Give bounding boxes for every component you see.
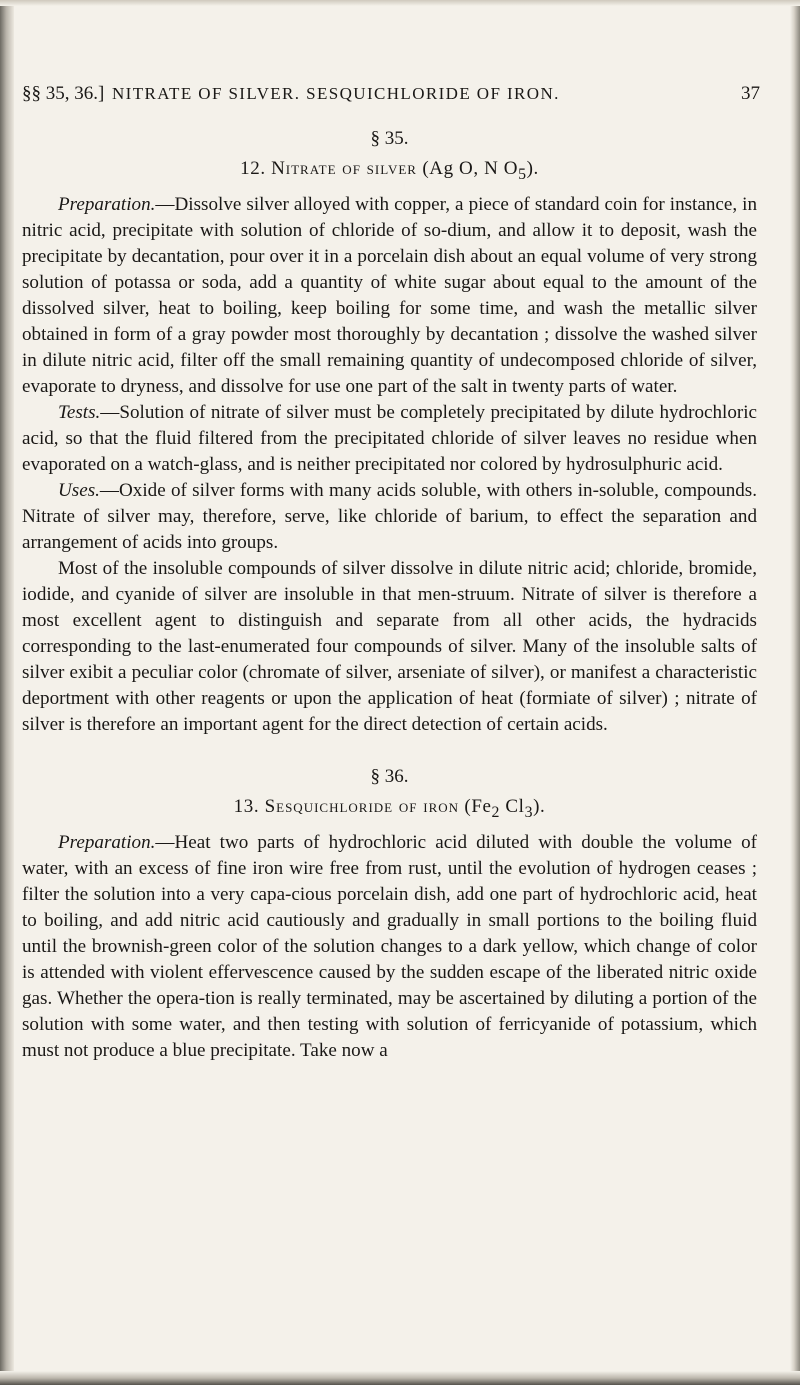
page-edge-top [0, 0, 800, 6]
preparation-text: —Heat two parts of hydrochloric acid diluted with double the volume of water, with an excess of fine iron wire free from rust, until the evolution of hydrogen ceases ; filter the solution into a very capa-cious porcelain dish, add one part of hydrochloric acid, heat to boiling, and add nitric acid cautiously and gradually in small portions to the boiling fluid until the brownish-green color of the solution changes to a dark yellow, which change of color is attended with violent effervescence caused by the sudden escape of the liberated nitric oxide gas. Whether the opera-tion is really terminated, may be ascertained by diluting a portion of the solution with some water, and then testing with solution of ferricyanide of potassium, which must not produce a blue precipitate. Take now a [22, 831, 757, 1061]
section-35-formula: (Ag O, N $O_5$). [422, 158, 539, 183]
preparation-label: Preparation. [58, 193, 156, 215]
section-35-preparation [22, 192, 757, 400]
section-35-uses-continued: Most of the insoluble compounds of silver dissolve in dilute nitric acid; chloride, bromide, iodide, and cyanide of silver are insoluble in that men-struum. Nitrate of silver is therefore a most excellent agent to distinguish and separate from all other acids, the hydracids corresponding to the last-enumerated four compounds of silver. Many of the insoluble salts of silver exibit a peculiar color (chromate of silver, arseniate of silver), or manifest a characteristic deportment with other reagents or upon the application of heat (formiate of silver) ; nitrate of silver is therefore an important agent for the direct detection of certain acids. [22, 557, 757, 735]
uses-label: Uses. [58, 479, 100, 501]
section-36-number: 13. [233, 795, 260, 817]
running-header [22, 80, 760, 108]
tests-text: —Solution of nitrate of silver must be completely precipitated by dilute hydrochloric acid, so that the fluid filtered from the precipitated chloride of silver leaves no residue when evaporated on a watch-glass, and is neither precipitated nor colored by hydrosulphuric acid. [22, 401, 757, 475]
page-edge-bottom [0, 1371, 800, 1385]
section-35-mark: § 35. [370, 128, 409, 149]
section-35-uses [22, 478, 757, 556]
section-36-mark: § 36. [370, 765, 409, 787]
section-35-tests [22, 400, 757, 478]
section-35-number: 12. [240, 158, 266, 179]
page-body [22, 118, 757, 1064]
header-sections: §§ 35, 36.] [22, 83, 105, 104]
section-35-title-text: Nitrate of silver [271, 158, 417, 179]
uses-text: —Oxide of silver forms with many acids soluble, with others in-soluble, compounds. Nitrate of silver may, therefore, serve, like chloride of barium, to effect the separation and arrangement of acids into groups. [22, 479, 757, 553]
section-36-title [22, 794, 757, 826]
page-edge-right [790, 0, 800, 1385]
page-number: 37 [741, 83, 760, 104]
preparation-text: —Dissolve silver alloyed with copper, a piece of standard coin for instance, in nitric acid, precipitate with solution of chloride of so-dium, and allow it to deposit, wash the precipitate by decantation, pour over it in a porcelain dish about an equal volume of very strong solution of potassa or soda, add a quantity of white sugar about equal to the amount of the dissolved silver, heat to boiling, keep boiling for some time, and wash the metallic silver obtained in form of a gray powder most thoroughly by decantation ; dissolve the washed silver in dilute nitric acid, filter off the small remaining quantity of undecomposed chloride of silver, evaporate to dryness, and dissolve for use one part of the salt in twenty parts of water. [22, 193, 757, 397]
header-running-title: NITRATE OF SILVER. SESQUICHLORIDE OF IRON. [112, 84, 560, 103]
section-36-preparation [22, 830, 757, 1064]
section-36-formula: ($Fe_2$ $Cl_3$). [464, 795, 546, 821]
page-edge-left [0, 0, 14, 1385]
section-35-title [22, 156, 757, 188]
section-36-title-text: Sesquichloride of iron [264, 795, 460, 817]
section-gap [22, 738, 757, 756]
tests-label: Tests. [58, 401, 101, 423]
preparation-label: Preparation. [58, 831, 156, 853]
